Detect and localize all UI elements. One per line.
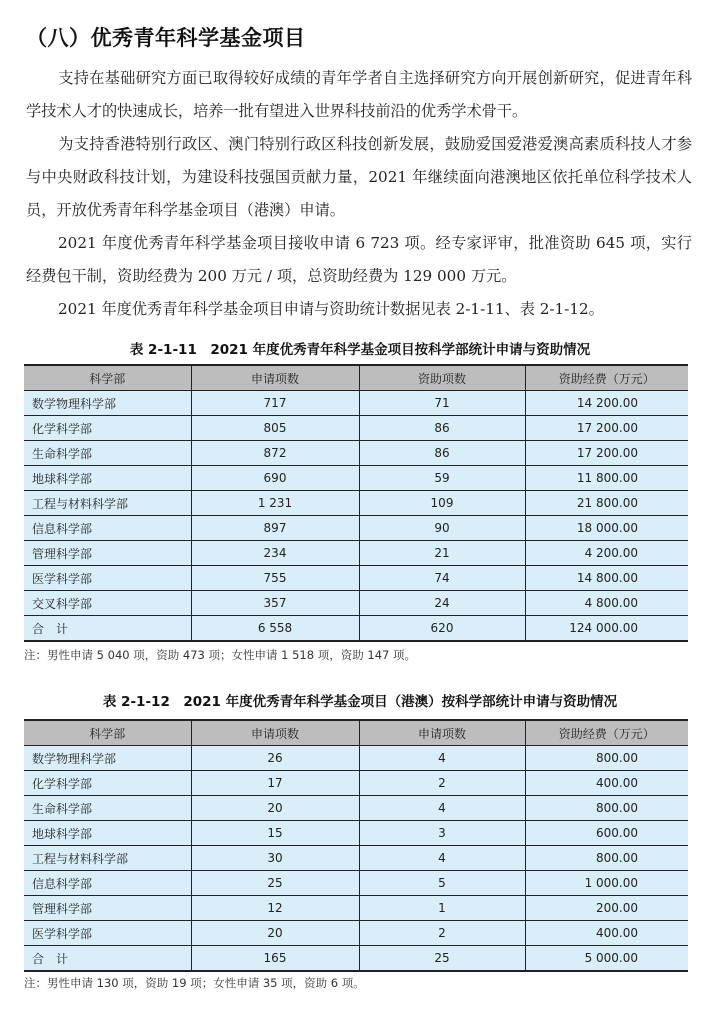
cell-funding: 4 800.00 xyxy=(525,591,688,616)
paragraph-4 xyxy=(26,293,692,326)
cell-department: 工程与材料科学部 xyxy=(24,491,191,516)
cell-applications: 755 xyxy=(191,566,359,591)
table-total-row xyxy=(24,616,688,642)
header-applications-2: 申请项数 xyxy=(359,720,525,746)
cell-department: 化学科学部 xyxy=(24,416,191,441)
cell-applications: 25 xyxy=(191,871,359,896)
cell-department: 数学物理科学部 xyxy=(24,391,191,416)
table-row xyxy=(24,746,688,771)
cell-department: 管理科学部 xyxy=(24,896,191,921)
cell-funded: 86 xyxy=(359,416,525,441)
cell-department: 合 计 xyxy=(24,616,191,642)
cell-funded: 21 xyxy=(359,541,525,566)
table-row xyxy=(24,921,688,946)
cell-applications: 26 xyxy=(191,746,359,771)
cell-funding: 4 200.00 xyxy=(525,541,688,566)
cell-applications: 30 xyxy=(191,846,359,871)
table-header-row xyxy=(24,720,688,746)
cell-funding: 800.00 xyxy=(525,846,688,871)
cell-funding: 600.00 xyxy=(525,821,688,846)
cell-applications: 165 xyxy=(191,946,359,972)
cell-funding: 200.00 xyxy=(525,896,688,921)
table-header-row xyxy=(24,365,688,391)
cell-funding: 14 800.00 xyxy=(525,566,688,591)
table-row xyxy=(24,796,688,821)
paragraph-2-text: 为支持香港特别行政区、澳门特别行政区科技创新发展，鼓励爱国爱港爱澳高素质科技人才参与中央财政科技计划，为建设科技强国贡献力量，2021 年继续面向港澳地区依托单位科学技术人员，开放优秀青年科学基金项目（港澳）申请。 xyxy=(26,135,692,219)
cell-applications: 897 xyxy=(191,516,359,541)
cell-department: 信息科学部 xyxy=(24,516,191,541)
cell-applications: 15 xyxy=(191,821,359,846)
table-row xyxy=(24,466,688,491)
table-1-caption: 表 2-1-11 2021 年度优秀青年科学基金项目按科学部统计申请与资助情况 xyxy=(129,342,591,358)
cell-department: 信息科学部 xyxy=(24,871,191,896)
section-heading: （八）优秀青年科学基金项目 xyxy=(26,26,306,50)
cell-funding: 124 000.00 xyxy=(525,616,688,642)
cell-applications: 17 xyxy=(191,771,359,796)
cell-applications: 872 xyxy=(191,441,359,466)
table-row xyxy=(24,541,688,566)
header-department: 科学部 xyxy=(24,720,191,746)
cell-funding: 400.00 xyxy=(525,921,688,946)
table-2-caption: 表 2-1-12 2021 年度优秀青年科学基金项目（港澳）按科学部统计申请与资助情况 xyxy=(102,694,618,710)
table-row xyxy=(24,491,688,516)
paragraph-2 xyxy=(26,128,692,227)
cell-funding: 11 800.00 xyxy=(525,466,688,491)
cell-funding: 1 000.00 xyxy=(525,871,688,896)
cell-funded: 620 xyxy=(359,616,525,642)
header-applications: 申请项数 xyxy=(191,365,359,391)
cell-funded: 109 xyxy=(359,491,525,516)
cell-funding: 21 800.00 xyxy=(525,491,688,516)
cell-funded: 4 xyxy=(359,796,525,821)
cell-funded: 71 xyxy=(359,391,525,416)
cell-funded: 4 xyxy=(359,746,525,771)
header-funded: 资助项数 xyxy=(359,365,525,391)
table-2-note: 注：男性申请 130 项，资助 19 项；女性申请 35 项，资助 6 项。 xyxy=(24,976,365,990)
table-row xyxy=(24,441,688,466)
cell-department: 化学科学部 xyxy=(24,771,191,796)
cell-funding: 800.00 xyxy=(525,796,688,821)
header-funding: 资助经费（万元） xyxy=(525,365,688,391)
cell-department: 管理科学部 xyxy=(24,541,191,566)
table-row xyxy=(24,516,688,541)
cell-funded: 2 xyxy=(359,921,525,946)
cell-funding: 5 000.00 xyxy=(525,946,688,972)
cell-applications: 357 xyxy=(191,591,359,616)
table-row xyxy=(24,821,688,846)
cell-funded: 25 xyxy=(359,946,525,972)
table-2-1-11 xyxy=(24,364,688,642)
cell-department: 生命科学部 xyxy=(24,796,191,821)
cell-funded: 74 xyxy=(359,566,525,591)
cell-funded: 1 xyxy=(359,896,525,921)
cell-department: 地球科学部 xyxy=(24,821,191,846)
cell-department: 合 计 xyxy=(24,946,191,972)
table-row xyxy=(24,591,688,616)
cell-funded: 3 xyxy=(359,821,525,846)
paragraph-4-text: 2021 年度优秀青年科学基金项目申请与资助统计数据见表 2-1-11、表 2-1-12。 xyxy=(58,300,604,318)
cell-funded: 90 xyxy=(359,516,525,541)
table-row xyxy=(24,896,688,921)
cell-applications: 20 xyxy=(191,921,359,946)
cell-applications: 12 xyxy=(191,896,359,921)
cell-funding: 400.00 xyxy=(525,771,688,796)
cell-department: 工程与材料科学部 xyxy=(24,846,191,871)
header-applications: 申请项数 xyxy=(191,720,359,746)
cell-funding: 14 200.00 xyxy=(525,391,688,416)
cell-funded: 2 xyxy=(359,771,525,796)
header-funding: 资助经费（万元） xyxy=(525,720,688,746)
cell-funded: 59 xyxy=(359,466,525,491)
cell-funded: 4 xyxy=(359,846,525,871)
cell-funding: 17 200.00 xyxy=(525,441,688,466)
header-department: 科学部 xyxy=(24,365,191,391)
table-row xyxy=(24,871,688,896)
table-1-note: 注：男性申请 5 040 项，资助 473 项；女性申请 1 518 项，资助 147 项。 xyxy=(24,648,416,662)
cell-department: 医学科学部 xyxy=(24,921,191,946)
table-row xyxy=(24,391,688,416)
cell-applications: 234 xyxy=(191,541,359,566)
cell-department: 数学物理科学部 xyxy=(24,746,191,771)
table-2-1-12 xyxy=(24,719,688,972)
table-row xyxy=(24,846,688,871)
cell-department: 医学科学部 xyxy=(24,566,191,591)
table-row xyxy=(24,416,688,441)
cell-applications: 20 xyxy=(191,796,359,821)
cell-funding: 800.00 xyxy=(525,746,688,771)
cell-department: 地球科学部 xyxy=(24,466,191,491)
cell-funded: 86 xyxy=(359,441,525,466)
cell-funded: 24 xyxy=(359,591,525,616)
cell-department: 交叉科学部 xyxy=(24,591,191,616)
paragraph-3 xyxy=(26,227,692,293)
cell-applications: 690 xyxy=(191,466,359,491)
cell-applications: 1 231 xyxy=(191,491,359,516)
paragraph-3-text: 2021 年度优秀青年科学基金项目接收申请 6 723 项。经专家评审，批准资助 645 项，实行经费包干制，资助经费为 200 万元 / 项，总资助经费为 129 000 万元。 xyxy=(26,234,692,285)
cell-applications: 6 558 xyxy=(191,616,359,642)
cell-applications: 717 xyxy=(191,391,359,416)
cell-applications: 805 xyxy=(191,416,359,441)
table-total-row xyxy=(24,946,688,972)
cell-funding: 18 000.00 xyxy=(525,516,688,541)
table-row xyxy=(24,566,688,591)
paragraph-1 xyxy=(26,62,692,128)
cell-department: 生命科学部 xyxy=(24,441,191,466)
paragraph-1-text: 支持在基础研究方面已取得较好成绩的青年学者自主选择研究方向开展创新研究，促进青年科学技术人才的快速成长，培养一批有望进入世界科技前沿的优秀学术骨干。 xyxy=(26,69,692,120)
table-row xyxy=(24,771,688,796)
cell-funded: 5 xyxy=(359,871,525,896)
cell-funding: 17 200.00 xyxy=(525,416,688,441)
